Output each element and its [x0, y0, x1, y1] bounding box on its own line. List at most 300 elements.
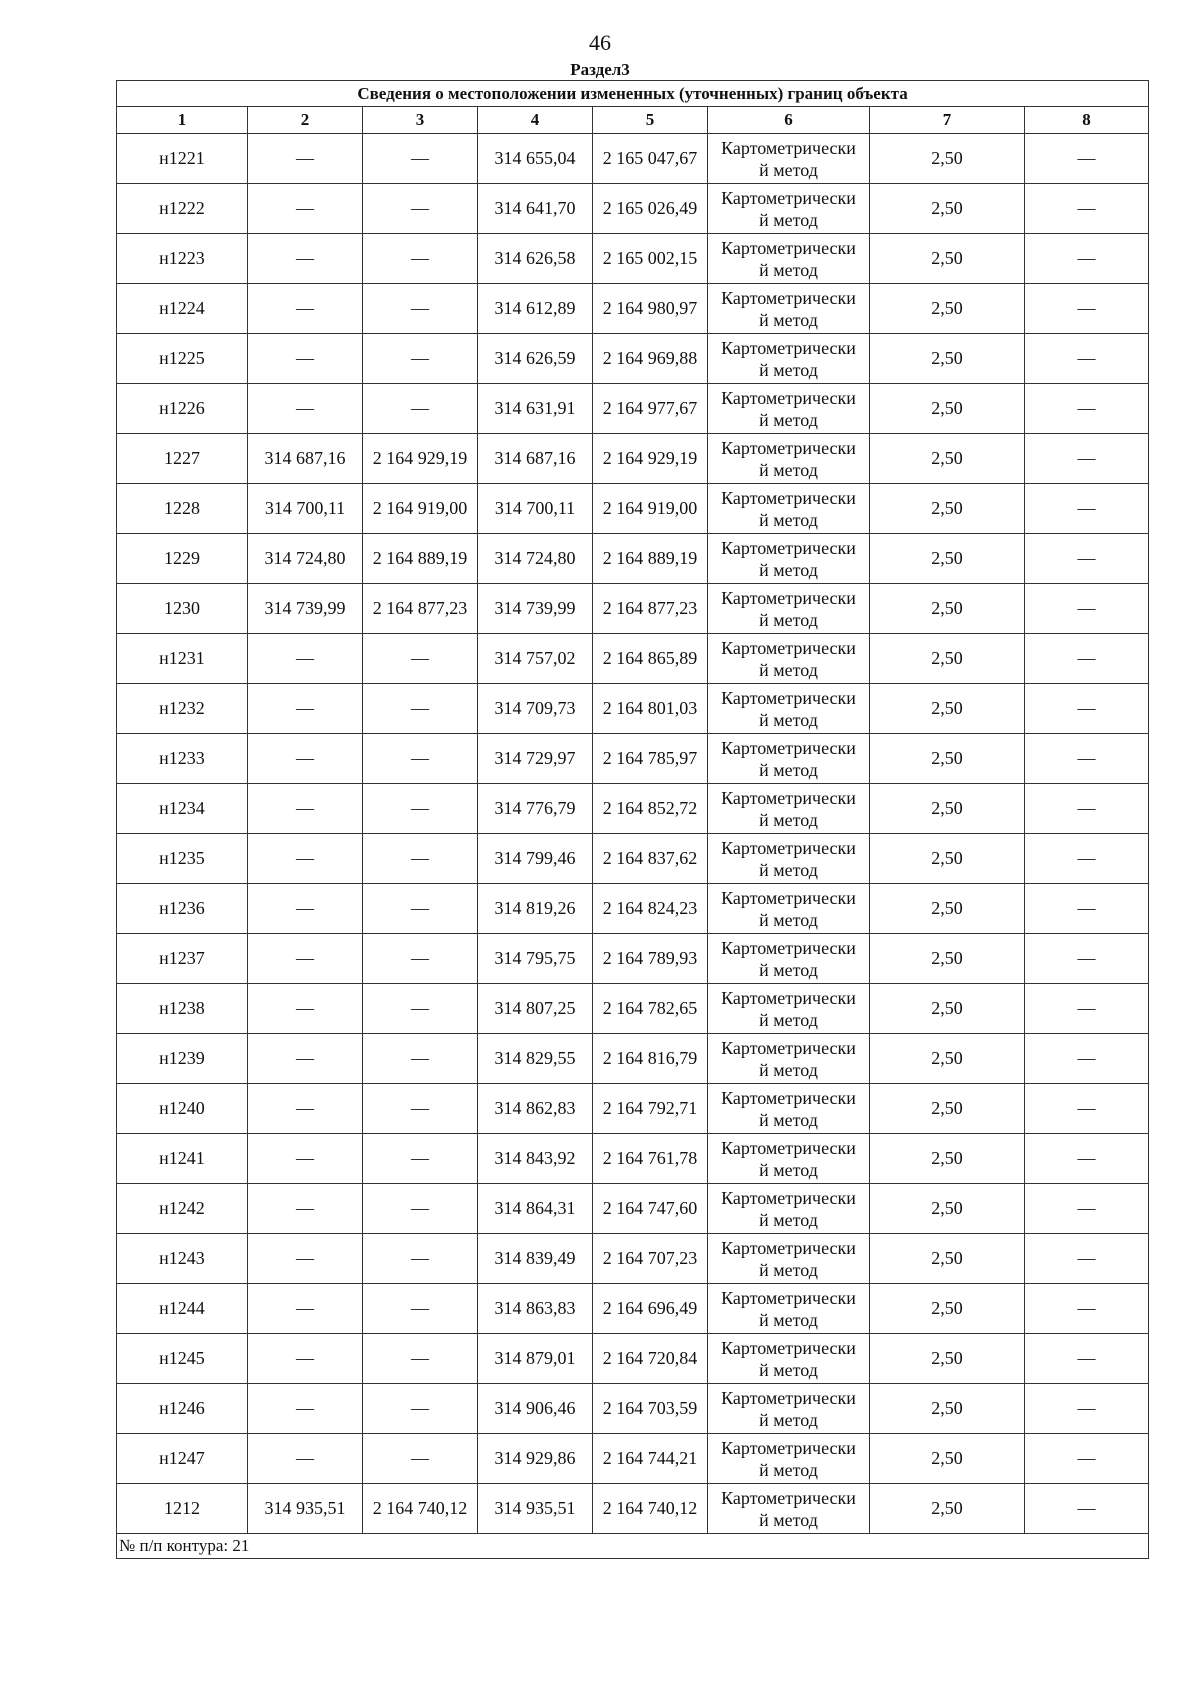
table-row: [117, 484, 1149, 534]
method-cell: [708, 934, 870, 984]
description-cell: —: [1025, 1184, 1149, 1234]
method-line-1: Картометрически: [721, 287, 856, 308]
accuracy-cell: 2,50: [870, 684, 1025, 734]
method-cell: [708, 134, 870, 184]
point-number-cell: н1225: [117, 334, 248, 384]
description-cell: —: [1025, 634, 1149, 684]
old-y-cell: —: [363, 684, 478, 734]
method-line-2: й метод: [759, 1059, 818, 1080]
method-line-1: Картометрически: [721, 887, 856, 908]
column-header: 8: [1025, 107, 1149, 134]
new-y-cell: 2 164 919,00: [593, 484, 708, 534]
method-line-1: Картометрически: [721, 1387, 856, 1408]
point-number-cell: н1244: [117, 1284, 248, 1334]
new-y-cell: 2 164 977,67: [593, 384, 708, 434]
method-line-2: й метод: [759, 809, 818, 830]
table-body: [117, 134, 1149, 1534]
description-cell: —: [1025, 1384, 1149, 1434]
method-line-2: й метод: [759, 1459, 818, 1480]
method-line-2: й метод: [759, 559, 818, 580]
new-x-cell: 314 929,86: [478, 1434, 593, 1484]
new-x-cell: 314 819,26: [478, 884, 593, 934]
old-y-cell: —: [363, 234, 478, 284]
new-y-cell: 2 164 703,59: [593, 1384, 708, 1434]
accuracy-cell: 2,50: [870, 1284, 1025, 1334]
accuracy-cell: 2,50: [870, 834, 1025, 884]
accuracy-cell: 2,50: [870, 634, 1025, 684]
point-number-cell: н1237: [117, 934, 248, 984]
column-header: 2: [248, 107, 363, 134]
method-line-1: Картометрически: [721, 787, 856, 808]
old-y-cell: —: [363, 834, 478, 884]
old-y-cell: —: [363, 784, 478, 834]
description-cell: —: [1025, 1084, 1149, 1134]
old-x-cell: —: [248, 334, 363, 384]
old-y-cell: —: [363, 734, 478, 784]
old-x-cell: 314 739,99: [248, 584, 363, 634]
description-cell: —: [1025, 384, 1149, 434]
column-header-row: [117, 107, 1149, 134]
method-line-2: й метод: [759, 1259, 818, 1280]
accuracy-cell: 2,50: [870, 984, 1025, 1034]
method-line-2: й метод: [759, 1309, 818, 1330]
description-cell: —: [1025, 1434, 1149, 1484]
method-cell: [708, 1184, 870, 1234]
new-y-cell: 2 164 877,23: [593, 584, 708, 634]
method-line-2: й метод: [759, 409, 818, 430]
point-number-cell: н1246: [117, 1384, 248, 1434]
old-y-cell: —: [363, 284, 478, 334]
old-y-cell: —: [363, 1284, 478, 1334]
description-cell: —: [1025, 834, 1149, 884]
new-y-cell: 2 164 782,65: [593, 984, 708, 1034]
old-y-cell: —: [363, 1384, 478, 1434]
method-line-2: й метод: [759, 859, 818, 880]
table-row: [117, 834, 1149, 884]
description-cell: —: [1025, 334, 1149, 384]
point-number-cell: 1230: [117, 584, 248, 634]
new-x-cell: 314 863,83: [478, 1284, 593, 1334]
old-y-cell: 2 164 929,19: [363, 434, 478, 484]
accuracy-cell: 2,50: [870, 284, 1025, 334]
description-cell: —: [1025, 684, 1149, 734]
new-y-cell: 2 164 785,97: [593, 734, 708, 784]
method-cell: [708, 234, 870, 284]
old-x-cell: 314 687,16: [248, 434, 363, 484]
point-number-cell: н1224: [117, 284, 248, 334]
column-header: 3: [363, 107, 478, 134]
column-header: 4: [478, 107, 593, 134]
method-line-1: Картометрически: [721, 137, 856, 158]
method-line-1: Картометрически: [721, 587, 856, 608]
method-line-1: Картометрически: [721, 437, 856, 458]
description-cell: —: [1025, 984, 1149, 1034]
method-line-1: Картометрически: [721, 837, 856, 858]
new-y-cell: 2 164 929,19: [593, 434, 708, 484]
method-cell: [708, 1384, 870, 1434]
new-y-cell: 2 164 761,78: [593, 1134, 708, 1184]
method-line-2: й метод: [759, 1009, 818, 1030]
accuracy-cell: 2,50: [870, 1184, 1025, 1234]
new-y-cell: 2 164 789,93: [593, 934, 708, 984]
method-cell: [708, 984, 870, 1034]
new-x-cell: 314 799,46: [478, 834, 593, 884]
old-y-cell: —: [363, 1084, 478, 1134]
method-line-1: Картометрически: [721, 1487, 856, 1508]
method-line-1: Картометрически: [721, 337, 856, 358]
method-line-2: й метод: [759, 1209, 818, 1230]
old-x-cell: —: [248, 634, 363, 684]
table-row: [117, 1284, 1149, 1334]
new-x-cell: 314 612,89: [478, 284, 593, 334]
description-cell: —: [1025, 1034, 1149, 1084]
table-row: [117, 134, 1149, 184]
method-line-2: й метод: [759, 1159, 818, 1180]
point-number-cell: н1239: [117, 1034, 248, 1084]
old-x-cell: —: [248, 984, 363, 1034]
table-row: [117, 1334, 1149, 1384]
method-line-1: Картометрически: [721, 687, 856, 708]
point-number-cell: н1223: [117, 234, 248, 284]
table-row: [117, 1034, 1149, 1084]
table-caption: Сведения о местоположении измененных (уточненных) границ объекта: [117, 81, 1149, 107]
accuracy-cell: 2,50: [870, 334, 1025, 384]
description-cell: —: [1025, 934, 1149, 984]
point-number-cell: н1238: [117, 984, 248, 1034]
method-line-2: й метод: [759, 709, 818, 730]
new-x-cell: 314 626,58: [478, 234, 593, 284]
old-y-cell: —: [363, 134, 478, 184]
new-y-cell: 2 165 047,67: [593, 134, 708, 184]
new-y-cell: 2 164 792,71: [593, 1084, 708, 1134]
method-cell: [708, 484, 870, 534]
old-x-cell: —: [248, 1184, 363, 1234]
new-y-cell: 2 164 720,84: [593, 1334, 708, 1384]
method-line-2: й метод: [759, 1109, 818, 1130]
method-line-1: Картометрически: [721, 387, 856, 408]
new-y-cell: 2 164 744,21: [593, 1434, 708, 1484]
new-x-cell: 314 807,25: [478, 984, 593, 1034]
method-line-2: й метод: [759, 959, 818, 980]
old-y-cell: —: [363, 1234, 478, 1284]
description-cell: —: [1025, 734, 1149, 784]
method-line-1: Картометрически: [721, 1337, 856, 1358]
accuracy-cell: 2,50: [870, 784, 1025, 834]
description-cell: —: [1025, 184, 1149, 234]
new-x-cell: 314 700,11: [478, 484, 593, 534]
description-cell: —: [1025, 234, 1149, 284]
table-row: [117, 334, 1149, 384]
method-line-2: й метод: [759, 1359, 818, 1380]
method-line-2: й метод: [759, 609, 818, 630]
description-cell: —: [1025, 1284, 1149, 1334]
method-line-2: й метод: [759, 459, 818, 480]
method-line-2: й метод: [759, 309, 818, 330]
old-x-cell: 314 935,51: [248, 1484, 363, 1534]
method-cell: [708, 184, 870, 234]
description-cell: —: [1025, 284, 1149, 334]
old-y-cell: —: [363, 934, 478, 984]
method-cell: [708, 434, 870, 484]
method-line-1: Картометрически: [721, 537, 856, 558]
table-row: [117, 234, 1149, 284]
table-row: [117, 684, 1149, 734]
point-number-cell: н1231: [117, 634, 248, 684]
accuracy-cell: 2,50: [870, 234, 1025, 284]
new-x-cell: 314 709,73: [478, 684, 593, 734]
column-header: 5: [593, 107, 708, 134]
accuracy-cell: 2,50: [870, 184, 1025, 234]
point-number-cell: н1233: [117, 734, 248, 784]
new-y-cell: 2 164 969,88: [593, 334, 708, 384]
old-y-cell: —: [363, 1134, 478, 1184]
method-line-1: Картометрически: [721, 637, 856, 658]
method-cell: [708, 1034, 870, 1084]
old-y-cell: 2 164 919,00: [363, 484, 478, 534]
old-x-cell: —: [248, 234, 363, 284]
method-cell: [708, 384, 870, 434]
description-cell: —: [1025, 1234, 1149, 1284]
old-x-cell: —: [248, 1384, 363, 1434]
table-row: [117, 184, 1149, 234]
accuracy-cell: 2,50: [870, 934, 1025, 984]
new-y-cell: 2 164 889,19: [593, 534, 708, 584]
accuracy-cell: 2,50: [870, 134, 1025, 184]
method-line-2: й метод: [759, 209, 818, 230]
old-y-cell: —: [363, 1434, 478, 1484]
description-cell: —: [1025, 134, 1149, 184]
new-x-cell: 314 864,31: [478, 1184, 593, 1234]
method-cell: [708, 534, 870, 584]
method-cell: [708, 1134, 870, 1184]
old-x-cell: —: [248, 784, 363, 834]
table-row: [117, 1484, 1149, 1534]
new-y-cell: 2 164 980,97: [593, 284, 708, 334]
point-number-cell: н1236: [117, 884, 248, 934]
description-cell: —: [1025, 1484, 1149, 1534]
page-number: 46: [589, 30, 611, 55]
method-cell: [708, 634, 870, 684]
point-number-cell: н1232: [117, 684, 248, 734]
point-number-cell: н1240: [117, 1084, 248, 1134]
new-x-cell: 314 655,04: [478, 134, 593, 184]
accuracy-cell: 2,50: [870, 1484, 1025, 1534]
method-line-2: й метод: [759, 359, 818, 380]
point-number-cell: 1212: [117, 1484, 248, 1534]
accuracy-cell: 2,50: [870, 734, 1025, 784]
method-line-2: й метод: [759, 509, 818, 530]
point-number-cell: н1242: [117, 1184, 248, 1234]
old-x-cell: —: [248, 834, 363, 884]
method-line-1: Картометрически: [721, 737, 856, 758]
new-y-cell: 2 165 026,49: [593, 184, 708, 234]
new-x-cell: 314 641,70: [478, 184, 593, 234]
method-line-1: Картометрически: [721, 1237, 856, 1258]
new-y-cell: 2 164 865,89: [593, 634, 708, 684]
old-y-cell: 2 164 877,23: [363, 584, 478, 634]
new-x-cell: 314 729,97: [478, 734, 593, 784]
new-x-cell: 314 795,75: [478, 934, 593, 984]
new-y-cell: 2 164 837,62: [593, 834, 708, 884]
point-number-cell: н1245: [117, 1334, 248, 1384]
old-x-cell: —: [248, 684, 363, 734]
old-y-cell: 2 164 740,12: [363, 1484, 478, 1534]
new-y-cell: 2 165 002,15: [593, 234, 708, 284]
point-number-cell: н1235: [117, 834, 248, 884]
table-row: [117, 884, 1149, 934]
point-number-cell: н1241: [117, 1134, 248, 1184]
new-x-cell: 314 935,51: [478, 1484, 593, 1534]
table-row: [117, 1234, 1149, 1284]
description-cell: —: [1025, 534, 1149, 584]
new-x-cell: 314 862,83: [478, 1084, 593, 1134]
table-row: [117, 984, 1149, 1034]
old-x-cell: —: [248, 1284, 363, 1334]
old-y-cell: —: [363, 334, 478, 384]
method-cell: [708, 1334, 870, 1384]
table-row: [117, 434, 1149, 484]
accuracy-cell: 2,50: [870, 1084, 1025, 1134]
new-x-cell: 314 879,01: [478, 1334, 593, 1384]
old-x-cell: —: [248, 1084, 363, 1134]
table-row: [117, 284, 1149, 334]
new-x-cell: 314 724,80: [478, 534, 593, 584]
point-number-cell: н1221: [117, 134, 248, 184]
accuracy-cell: 2,50: [870, 1334, 1025, 1384]
method-cell: [708, 584, 870, 634]
section-title: Раздел3: [570, 60, 630, 79]
accuracy-cell: 2,50: [870, 884, 1025, 934]
method-line-1: Картометрически: [721, 487, 856, 508]
accuracy-cell: 2,50: [870, 1384, 1025, 1434]
method-line-1: Картометрически: [721, 987, 856, 1008]
old-y-cell: —: [363, 984, 478, 1034]
method-cell: [708, 884, 870, 934]
description-cell: —: [1025, 434, 1149, 484]
method-line-1: Картометрически: [721, 1037, 856, 1058]
table-row: [117, 534, 1149, 584]
old-x-cell: —: [248, 1134, 363, 1184]
point-number-cell: н1222: [117, 184, 248, 234]
old-x-cell: —: [248, 284, 363, 334]
method-cell: [708, 684, 870, 734]
table-row: [117, 584, 1149, 634]
method-line-1: Картометрически: [721, 1187, 856, 1208]
old-x-cell: —: [248, 1434, 363, 1484]
method-line-1: Картометрически: [721, 237, 856, 258]
accuracy-cell: 2,50: [870, 1134, 1025, 1184]
new-x-cell: 314 843,92: [478, 1134, 593, 1184]
new-x-cell: 314 687,16: [478, 434, 593, 484]
old-x-cell: —: [248, 1334, 363, 1384]
accuracy-cell: 2,50: [870, 384, 1025, 434]
description-cell: —: [1025, 484, 1149, 534]
method-cell: [708, 1234, 870, 1284]
method-cell: [708, 1084, 870, 1134]
new-x-cell: 314 757,02: [478, 634, 593, 684]
old-y-cell: —: [363, 184, 478, 234]
new-x-cell: 314 839,49: [478, 1234, 593, 1284]
point-number-cell: 1228: [117, 484, 248, 534]
table-row: [117, 1184, 1149, 1234]
table-row: [117, 734, 1149, 784]
old-y-cell: —: [363, 384, 478, 434]
point-number-cell: 1227: [117, 434, 248, 484]
method-line-1: Картометрически: [721, 1437, 856, 1458]
new-x-cell: 314 906,46: [478, 1384, 593, 1434]
old-y-cell: 2 164 889,19: [363, 534, 478, 584]
new-x-cell: 314 631,91: [478, 384, 593, 434]
accuracy-cell: 2,50: [870, 434, 1025, 484]
method-line-2: й метод: [759, 1409, 818, 1430]
method-line-1: Картометрически: [721, 1287, 856, 1308]
old-y-cell: —: [363, 634, 478, 684]
method-line-1: Картометрически: [721, 1137, 856, 1158]
description-cell: —: [1025, 1134, 1149, 1184]
old-x-cell: —: [248, 1034, 363, 1084]
table-row: [117, 1384, 1149, 1434]
new-y-cell: 2 164 816,79: [593, 1034, 708, 1084]
table-row: [117, 384, 1149, 434]
new-x-cell: 314 739,99: [478, 584, 593, 634]
method-cell: [708, 284, 870, 334]
old-x-cell: —: [248, 184, 363, 234]
method-line-1: Картометрически: [721, 937, 856, 958]
method-line-2: й метод: [759, 259, 818, 280]
point-number-cell: н1247: [117, 1434, 248, 1484]
table-row: [117, 1434, 1149, 1484]
description-cell: —: [1025, 584, 1149, 634]
column-header: 7: [870, 107, 1025, 134]
description-cell: —: [1025, 784, 1149, 834]
method-cell: [708, 734, 870, 784]
old-x-cell: —: [248, 734, 363, 784]
method-cell: [708, 1484, 870, 1534]
old-y-cell: —: [363, 1334, 478, 1384]
point-number-cell: 1229: [117, 534, 248, 584]
method-line-2: й метод: [759, 659, 818, 680]
point-number-cell: н1226: [117, 384, 248, 434]
description-cell: —: [1025, 1334, 1149, 1384]
method-cell: [708, 334, 870, 384]
method-cell: [708, 784, 870, 834]
old-x-cell: 314 700,11: [248, 484, 363, 534]
old-y-cell: —: [363, 1184, 478, 1234]
point-number-cell: н1243: [117, 1234, 248, 1284]
table-row: [117, 1134, 1149, 1184]
accuracy-cell: 2,50: [870, 1034, 1025, 1084]
method-line-2: й метод: [759, 1509, 818, 1530]
method-line-2: й метод: [759, 909, 818, 930]
method-cell: [708, 834, 870, 884]
accuracy-cell: 2,50: [870, 1434, 1025, 1484]
column-header: 6: [708, 107, 870, 134]
method-cell: [708, 1434, 870, 1484]
new-y-cell: 2 164 707,23: [593, 1234, 708, 1284]
old-x-cell: —: [248, 384, 363, 434]
table-row: [117, 634, 1149, 684]
accuracy-cell: 2,50: [870, 534, 1025, 584]
old-x-cell: 314 724,80: [248, 534, 363, 584]
point-number-cell: н1234: [117, 784, 248, 834]
accuracy-cell: 2,50: [870, 1234, 1025, 1284]
description-cell: —: [1025, 884, 1149, 934]
method-cell: [708, 1284, 870, 1334]
old-y-cell: —: [363, 884, 478, 934]
new-y-cell: 2 164 696,49: [593, 1284, 708, 1334]
old-x-cell: —: [248, 134, 363, 184]
new-x-cell: 314 776,79: [478, 784, 593, 834]
